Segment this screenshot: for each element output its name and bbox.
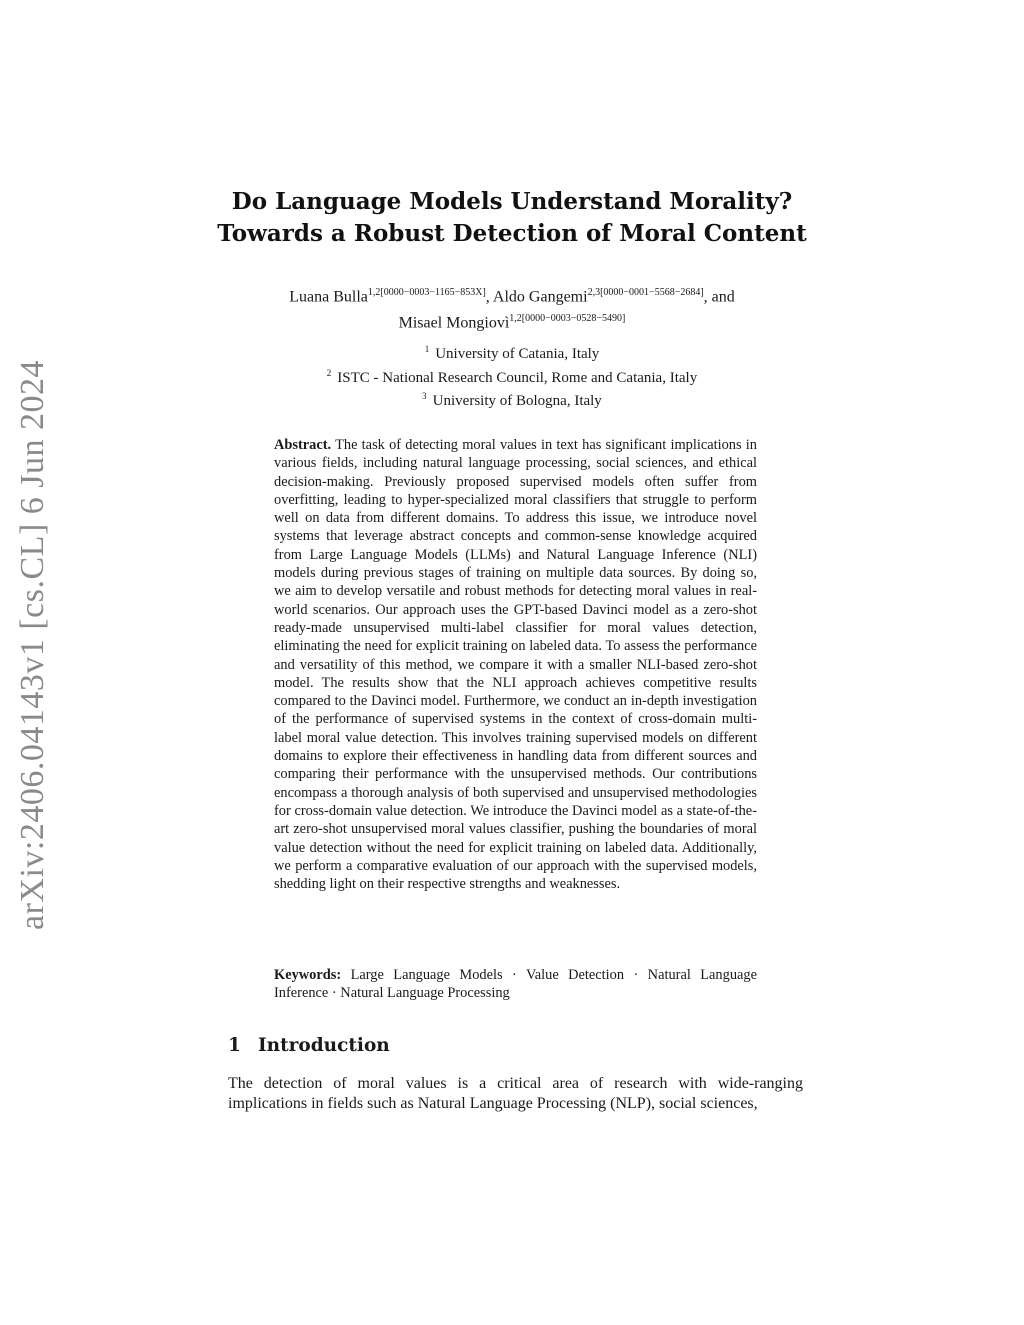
affiliation-number: 1 [424,344,430,354]
title-line-1: Do Language Models Understand Morality? [231,188,793,215]
author-line-2 [0,308,1024,334]
intro-paragraph: The detection of moral values is a critical area of research with wide-ranging implications in fields such as Natural Language Processing (NLP), social sciences, [228,1075,803,1112]
affiliation-item [0,364,1024,388]
affiliation-text: ISTC - National Research Council, Rome and Catania, Italy [337,369,698,386]
author-name: Misael Mongiovì [398,314,510,332]
affiliation-list [0,340,1024,411]
abstract [274,436,757,893]
author-orcid: 1,2[0000−0003−0528−5490] [509,313,626,325]
author-name: Luana Bulla [289,288,368,306]
affiliation-text: University of Catania, Italy [435,346,600,362]
arxiv-identifier: arXiv:2406.04143v1 [cs.CL] 6 Jun 2024 [14,359,51,930]
affiliation-number: 3 [422,391,427,401]
affiliation-item [0,340,1024,364]
affiliation-item [0,387,1024,411]
abstract-text: The task of detecting moral values in text has significant implications in various fields, including natural language processing, social sciences, and ethical decision-making. Previously proposed supervised models often suffer from overfitting, leading to hyper-specialized moral classifiers that struggle to perform well on data from different domains. To address this issue, we introduce novel systems that leverage abstract concepts and common-sense knowledge acquired from Large Language Models (LLMs) and Natural Language Inference (NLI) models during previous stages of training on multiple data sources. By doing so, we aim to develop versatile and robust methods for detecting moral values in real-world scenarios. Our approach uses the GPT-based Davinci model as a zero-shot ready-made unsupervised multi-label classifier for moral values detection, eliminating the need for explicit training on labeled data. To assess the performance and versatility of this method, we compare it with a smaller NLI-based zero-shot model. The results show that the NLI approach achieves competitive results compared to the Davinci model. Furthermore, we conduct an in-depth investigation of the performance of supervised systems in the context of cross-domain multi-label moral value detection. This involves training supervised models on different domains to explore their effectiveness in handling data from different sources and comparing their performance with the unsupervised methods. Our contributions encompass a thorough analysis of both supervised and unsupervised methodologies for cross-domain value detection. We introduce the Davinci model as a state-of-the-art zero-shot unsupervised moral values classifier, pushing the boundaries of moral value detection without the need for explicit training on labeled data. Additionally, we perform a comparative evaluation of our approach with the supervised models, shedding light on their respective strengths and weaknesses. [274,437,757,893]
keywords-label: Keywords: [274,967,342,983]
author-separator: , [485,288,493,306]
section-heading [228,1034,390,1058]
affiliation-number: 2 [326,367,332,378]
author-separator: , and [703,288,735,306]
affiliation-text: University of Bologna, Italy [432,393,602,409]
abstract-label: Abstract. [274,437,332,453]
section-number: 1 [228,1035,241,1056]
title-line-2: Towards a Robust Detection of Moral Content [217,220,807,247]
author-name: Aldo Gangemi [492,288,588,306]
author-line-1 [0,282,1024,308]
section-title: Introduction [258,1035,390,1056]
author-orcid: 2,3[0000−0001−5568−2684] [587,287,704,298]
author-orcid: 1,2[0000−0003−1165−853X] [367,287,486,298]
paper-title [0,186,1024,250]
keywords [274,966,757,1003]
keywords-text: Large Language Models · Value Detection · Natural Language Inference · Natural Language Processing [274,967,757,1002]
author-list [0,282,1024,335]
